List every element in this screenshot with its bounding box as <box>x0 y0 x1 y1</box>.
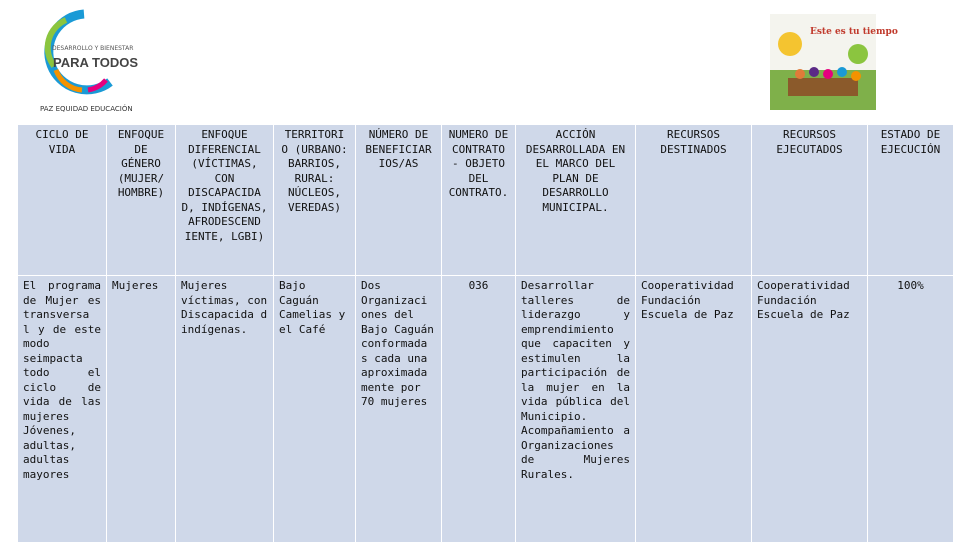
header-enfoque-genero: ENFOQUE DE GÉNERO (MUJER/ HOMBRE) <box>107 125 176 276</box>
header-recursos-destinados: RECURSOS DESTINADOS <box>636 125 752 276</box>
header-accion-desarrollada: ACCIÓN DESARROLLADA EN EL MARCO DEL PLAN DE DESARROLLO MUNICIPAL. <box>516 125 636 276</box>
cell-numero-contrato: 036 <box>442 276 516 543</box>
header-ciclo-de-vida: CICLO DE VIDA <box>18 125 107 276</box>
cell-recursos-ejecutados: Cooperatividad Fundación Escuela de Paz <box>752 276 868 543</box>
cell-ciclo-de-vida: El programa de Mujer es transversa l y de este modo seimpacta todo el ciclo de vida de las mujeres Jóvenes, adultas, adultas mayores <box>18 276 107 543</box>
header-numero-contrato: NUMERO DE CONTRATO - OBJETO DEL CONTRATO. <box>442 125 516 276</box>
cell-accion-desarrollada: Desarrollar talleres de liderazgo y emprendimiento que capaciten y estimulen la participación de la mujer en la vida pública del Municipio. Acompañamiento a Organizaciones de Mujeres Rurales. <box>516 276 636 543</box>
svg-text:PAZ EQUIDAD EDUCACIÓN: PAZ EQUIDAD EDUCACIÓN <box>40 105 133 113</box>
svg-text:DESARROLLO Y BIENESTAR: DESARROLLO Y BIENESTAR <box>52 45 134 52</box>
header-row <box>18 125 954 276</box>
cell-beneficiarios: Dos Organizaci ones del Bajo Caguán conformada s cada una aproximada mente por 70 mujeres <box>356 276 442 543</box>
svg-text:Este es tu tiempo: Este es tu tiempo <box>810 27 898 37</box>
desarrollo-logo <box>36 10 136 114</box>
header-enfoque-diferencial: ENFOQUE DIFERENCIAL (VÍCTIMAS, CON DISCAPACIDA D, INDÍGENAS, AFRODESCEND IENTE, LGBI) <box>176 125 274 276</box>
header-numero-beneficiarios: NÚMERO DE BENEFICIAR IOS/AS <box>356 125 442 276</box>
cell-territorio: Bajo Caguán Camelias y el Café <box>274 276 356 543</box>
cell-estado-ejecucion: 100% <box>868 276 954 543</box>
cell-enfoque-genero: Mujeres <box>107 276 176 543</box>
execution-table <box>17 124 954 543</box>
table-row <box>18 276 954 543</box>
svg-text:PARA TODOS: PARA TODOS <box>53 55 138 70</box>
cell-recursos-destinados: Cooperatividad Fundación Escuela de Paz <box>636 276 752 543</box>
header-recursos-ejecutados: RECURSOS EJECUTADOS <box>752 125 868 276</box>
este-es-tu-tiempo-logo <box>770 14 898 110</box>
cell-enfoque-diferencial: Mujeres víctimas, con Discapacida d indígenas. <box>176 276 274 543</box>
header-territorio: TERRITORI O (URBANO: BARRIOS, RURAL: NÚCLEOS, VEREDAS) <box>274 125 356 276</box>
header-estado-ejecucion: ESTADO DE EJECUCIÓN <box>868 125 954 276</box>
